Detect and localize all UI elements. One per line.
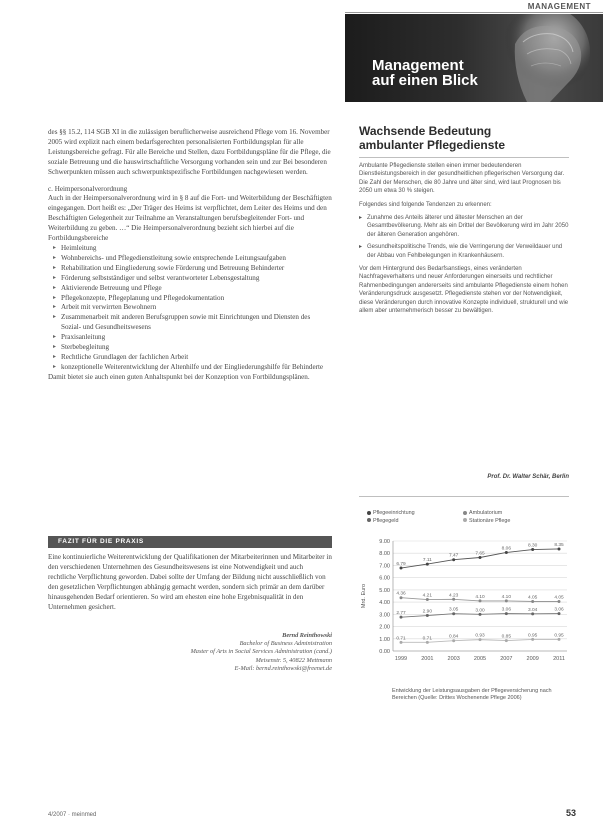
author-email: E-Mail: bernd.reinthowski@freenet.de (234, 664, 332, 672)
sidebar-signature: Prof. Dr. Walter Schär, Berlin (487, 474, 569, 480)
sidebar-bullets (359, 214, 569, 260)
list-item: ▸ Aktivierende Betreuung und Pflege (56, 284, 332, 294)
page-number: 53 (566, 808, 577, 818)
x-tick-label: 2007 (500, 656, 513, 662)
list-item: ▸ konzeptionelle Weiterentwicklung der Altenhilfe und der Eingliederungshilfe für Behinderte (56, 363, 332, 373)
author-line: Master of Arts in Social Services Administration (cand.) (190, 648, 332, 656)
section-tag: MANAGEMENT (527, 2, 591, 11)
sidebar-title: Wachsende Bedeutung ambulanter Pflegedienste (359, 124, 506, 152)
data-label: 7.11 (422, 558, 432, 564)
data-label: 4.10 (475, 594, 485, 600)
sidebar-text (359, 162, 569, 321)
sidebar-subline: Folgendes sind folgende Tendenzen zu erkennen: (359, 201, 492, 208)
x-tick-label: 2003 (447, 656, 460, 662)
banner-title: Management auf einen Blick (372, 57, 478, 89)
data-label: 3.05 (448, 607, 459, 613)
data-label: 0.93 (475, 633, 485, 639)
x-tick-label: 2001 (421, 656, 434, 662)
x-tick-label: 2011 (553, 656, 565, 662)
data-label: 4.21 (422, 593, 433, 599)
list-item: ▸ Förderung selbstständiger und selbst verantworteter Lebensgestaltung (56, 274, 332, 284)
training-list (48, 244, 332, 373)
fazit-heading: FAZIT FÜR DIE PRAXIS (48, 536, 332, 548)
y-tick-label: 7.00 (379, 563, 390, 570)
legend-item: Stationäre Pflege (463, 518, 559, 526)
sidebar-para: Vor dem Hintergrund des Bedarfsanstiegs, eines veränderten Nachfrageverhaltens und neuer Anforderungen einerseits und rechtlicher Rahmenbedingungen andererseits sind ambulante Pflegedienste einem hohen Veränderungsdruck ausgesetzt. Pflegedienste stehen vor der Notwendigkeit, diese Veränderungen durch innovative Konzepte individuell, strukturell und wie allem aber unternehmerisch besser zu bewältigen. (359, 266, 569, 315)
x-tick-label: 2009 (526, 656, 539, 662)
author-line: Bachelor of Business Administration (239, 640, 332, 648)
divider (359, 157, 569, 158)
author-block (191, 632, 332, 673)
y-tick-label: 5.00 (379, 587, 390, 594)
y-tick-label: 6.00 (379, 575, 390, 582)
data-label: 2.90 (422, 609, 433, 615)
chart-caption: Entwicklung der Leistungsausgaben der Pflegeversicherung nach Bereichen (Quelle: Drittes Wochenende Pflege 2006) (392, 688, 552, 702)
data-label: 3.06 (554, 607, 564, 613)
list-item: ▸ Zunahme des Anteils älterer und ältester Menschen an der Gesamtbevölkerung. Mehr als ein Drittel der Bevölkerung wird im Jahr 2050 der älteren Generation angehören. (359, 214, 569, 239)
data-label: 3.06 (501, 607, 512, 613)
x-tick-label: 1999 (394, 656, 408, 662)
list-item: ▸ Rehabilitation und Eingliederung sowie Förderung und Betreuung Behinderter (56, 264, 332, 274)
left-intro: des §§ 15.2, 114 SGB XI in die zulässigen beruflicherweise ausreichend Pflege vom 16. November 2005 wird explizit nach einem bedarfsgerechten personalisierten Fortbildungsplan für alle Leistungsbereiche gefragt. Für alle Bereiche und Stellen, dazu Fortbildungspläne für die Pflege, die soziale Betreuung und die hauswirtschaftliche Versorgung vorhanden sein und zur Bei besonderen Schwerpunkten müssen auch schwerpunktspezifische Fortbildungen nachgewiesen werden. (48, 128, 331, 176)
y-tick-label: 1.00 (379, 636, 390, 643)
y-tick-label: 2.00 (379, 624, 390, 631)
y-tick-label: 0.00 (379, 649, 390, 655)
fazit-text: Eine kontinuierliche Weiterentwicklung der Qualifikationen der Mitarbeiterinnen und Mitarbeiter in den verschiedenen Unternehmen des Gesundheitswesens ist eine Notwendigkeit und auch rechtliche Verpflichtung geworden. Dabei sollte der Umfang der Bildung nicht ausschließlich von den gesetzlichen Verpflichtungen abhängig gemacht werden, sondern sich primär an dem darüber hinausgehenden Bedarf orientieren. So wird am ehesten eine hohe Ergebnisqualität in den Unternehmen gesichert. (48, 553, 332, 611)
left-para: Auch in der Heimpersonalverordnung wird in § 8 auf die Fort- und Weiterbildung der Beschäftigten eingegangen. Dort heißt es: „Der Träger des Heims ist verpflichtet, dem Leiter des Heims und den Beschäftigten Gelegenheit zur Teilnahme an Veranstaltungen berufsbegleitender Fort- und Weiterbildung zu geben. …“ Die Heimpersonalverordnung bezieht sich hierbei auf die Fortbildungsbereiche (48, 194, 332, 243)
list-item: ▸ Sterbebegleitung (56, 343, 332, 353)
data-label: 7.65 (475, 551, 485, 557)
data-label: 8.30 (527, 543, 538, 549)
data-label: 4.36 (396, 591, 406, 597)
author-line: Meisenstr. 5, 40822 Mettmann (255, 656, 332, 664)
list-item: ▸ Rechtliche Grundlagen der fachlichen Arbeit (56, 353, 332, 363)
y-tick-label: 8.00 (379, 551, 390, 558)
chart-legend (367, 510, 577, 525)
data-label: 6.79 (396, 562, 406, 568)
divider (359, 496, 569, 497)
footer-issue: 4/2007 · meinmed (48, 812, 97, 818)
list-item: ▸ Wohnbereichs- und Pflegedienstleitung sowie entsprechende Leitungsaufgaben (56, 254, 332, 264)
data-label: 7.47 (448, 553, 459, 559)
left-column (48, 128, 332, 383)
data-label: 0.85 (501, 634, 512, 640)
y-tick-label: 4.00 (379, 600, 390, 607)
data-label: 4.05 (527, 595, 538, 601)
data-label: 4.05 (554, 595, 564, 601)
data-label: 0.71 (396, 636, 406, 642)
list-item: ▸ Gesundheitspolitische Trends, wie die Verringerung der Verweildauer und der Abbau von Fehlbelegungen in Krankenhäusern. (359, 243, 569, 260)
list-item: ▸ Praxisanleitung (56, 333, 332, 343)
data-label: 0.95 (527, 633, 538, 639)
left-para-closing: Damit bietet sie auch einen guten Anhaltspunkt bei der Konzeption von Fortbildungsplänen. (48, 372, 310, 381)
line-chart (355, 533, 577, 683)
y-axis-label: Mrd. Euro (361, 583, 367, 609)
list-item: ▸ Heimleitung (56, 244, 332, 254)
x-tick-label: 2005 (473, 656, 487, 662)
y-tick-label: 3.00 (379, 612, 390, 619)
data-label: 4.10 (501, 594, 512, 600)
data-label: 3.00 (475, 608, 485, 614)
legend-item: Ambulatorium (463, 510, 559, 518)
list-item: ▸ Pflegekonzepte, Pflegeplanung und Pflegedokumentation (56, 294, 332, 304)
left-subheading: c. Heimpersonalverordnung (48, 184, 128, 193)
legend-item: Pflegeeinrichtung (367, 510, 463, 518)
list-item: ▸ Zusammenarbeit mit anderen Berufsgruppen sowie mit Einrichtungen und Diensten des Sozial- und Gesundheitswesens (56, 313, 332, 333)
data-label: 0.95 (554, 633, 564, 639)
header-rule (345, 12, 603, 13)
data-label: 8.35 (554, 542, 564, 548)
data-label: 4.23 (448, 593, 459, 599)
data-label: 3.04 (527, 607, 538, 613)
data-label: 0.71 (422, 636, 433, 642)
data-label: 0.84 (448, 634, 459, 640)
legend-item: Pflegegeld (367, 518, 463, 526)
sidebar-intro: Ambulante Pflegedienste stellen einen immer bedeutenderen Dienstleistungsbereich in der gesundheitlichen pflegerischen Versorgung dar. Die Zahl der Menschen, die 80 Jahre und älter sind, wird laut Prognosen bis 2050 um etwa 30 % steigen. (359, 163, 565, 195)
y-tick-label: 9.00 (379, 539, 390, 545)
list-item: ▸ Arbeit mit verwirrten Bewohnern (56, 303, 332, 313)
data-label: 2.77 (396, 611, 406, 617)
author-name: Bernd Reinthowski (282, 632, 332, 639)
data-label: 8.06 (501, 546, 512, 552)
